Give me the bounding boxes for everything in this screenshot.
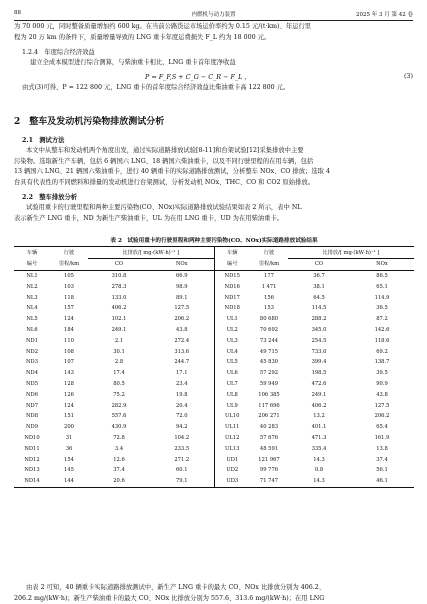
cell-code: ND3 bbox=[26, 359, 38, 366]
cell-nox: 114.9 bbox=[374, 294, 390, 301]
table-row bbox=[14, 303, 414, 314]
cell-code: ND1 bbox=[26, 337, 38, 344]
table-row bbox=[14, 400, 414, 411]
cell-co: 14.3 bbox=[313, 456, 325, 463]
cell-co: 310.8 bbox=[111, 272, 127, 279]
cell-nox: 161.9 bbox=[374, 434, 390, 441]
equation: P = F_F,S + C_G − C_R − F_L ， bbox=[145, 73, 251, 81]
cell-mileage: 117 696 bbox=[258, 402, 280, 409]
cell-code: ND13 bbox=[24, 467, 40, 474]
cell-code: UL1 bbox=[214, 314, 250, 325]
cell-nox: 37.4 bbox=[376, 456, 388, 463]
cell-code: UD2 bbox=[214, 465, 250, 476]
table-row bbox=[14, 465, 414, 476]
cell-mileage: 73 244 bbox=[259, 337, 279, 344]
text-line: 为 70 000 元，同时整备质量增加约 600 kg。在当前公路货运市场运价率约为 0.15 元/(t·km)、年运行里 bbox=[14, 23, 312, 30]
col-header-nox: NOx bbox=[150, 258, 214, 270]
cell-mileage: 151 bbox=[64, 413, 74, 420]
cell-mileage: 80 680 bbox=[259, 316, 279, 323]
table-row bbox=[14, 314, 414, 325]
col-header-co: CO bbox=[288, 258, 350, 270]
cell-mileage: 31 bbox=[65, 434, 73, 441]
cell-co: 14.3 bbox=[288, 476, 350, 487]
cell-mileage: 154 bbox=[64, 456, 74, 463]
cell-mileage: 1 471 bbox=[261, 283, 277, 290]
table-row bbox=[14, 270, 414, 281]
cell-code: ND14 bbox=[14, 476, 50, 487]
cell-co: 278.3 bbox=[111, 283, 127, 290]
cell-mileage: 118 bbox=[64, 294, 74, 301]
cell-code: ND6 bbox=[26, 391, 38, 398]
cell-nox: 19.8 bbox=[175, 391, 188, 398]
col-header-co: CO bbox=[88, 258, 150, 270]
cell-co: 406.2 bbox=[311, 402, 327, 409]
cell-mileage: 145 bbox=[64, 467, 74, 474]
col-header-code: 编号 bbox=[214, 258, 250, 270]
table-row bbox=[14, 422, 414, 433]
cell-mileage: 144 bbox=[50, 476, 88, 487]
cell-code: UL7 bbox=[214, 379, 250, 390]
cell-co: 17.4 bbox=[113, 370, 125, 377]
cell-co: 335.4 bbox=[311, 445, 327, 452]
sec21-paragraph bbox=[14, 146, 414, 188]
cell-code: UL8 bbox=[214, 389, 250, 400]
table-row bbox=[14, 346, 414, 357]
cell-mileage: 45 830 bbox=[259, 359, 279, 366]
cell-nox: 142.6 bbox=[374, 326, 390, 333]
section-heading-1-2-4: 1.2.4 年度综合经济效益 bbox=[22, 49, 95, 56]
cell-mileage: 184 bbox=[64, 326, 74, 333]
col-header-km: 里程/km bbox=[250, 258, 288, 270]
text-line: 试验用重卡的行驶里程和两种主要污染物(CO、NOx)实际道路排放试验结果如表 2 所示，表中 NL bbox=[26, 204, 302, 211]
cell-nox: 36.5 bbox=[376, 305, 388, 312]
cell-co: 406.2 bbox=[111, 305, 127, 312]
cell-co: 430.9 bbox=[111, 424, 127, 431]
cell-code: UL11 bbox=[214, 422, 250, 433]
cell-co: 75.2 bbox=[113, 391, 125, 398]
cell-code: ND12 bbox=[24, 456, 40, 463]
cell-mileage: 126 bbox=[64, 391, 74, 398]
cell-co: 102.1 bbox=[111, 316, 127, 323]
cell-mileage: 40 283 bbox=[259, 424, 279, 431]
cell-code: ND16 bbox=[214, 281, 250, 292]
cell-mileage: 103 bbox=[64, 283, 74, 290]
cell-mileage: 108 bbox=[64, 348, 74, 355]
col-header-mileage: 行驶 bbox=[50, 247, 88, 259]
table-caption: 表 2 试验用重卡的行驶里程和两种主要污染物(CO、NOx)实际道路排放试验结果 bbox=[110, 238, 318, 244]
cell-nox: 206.2 bbox=[374, 413, 390, 420]
table-row bbox=[14, 335, 414, 346]
page-number: 88 bbox=[14, 10, 21, 16]
cell-co: 30.1 bbox=[113, 348, 125, 355]
cell-co: 254.5 bbox=[311, 337, 327, 344]
cell-code: ND18 bbox=[214, 303, 250, 314]
cell-nox: 69.2 bbox=[376, 348, 388, 355]
cell-mileage: 124 bbox=[64, 402, 74, 409]
table-row bbox=[14, 325, 414, 336]
cell-nox: 86.5 bbox=[376, 272, 388, 279]
cell-code: NL3 bbox=[26, 294, 38, 301]
cell-co: 401.1 bbox=[311, 424, 327, 431]
cell-mileage: 124 bbox=[64, 316, 74, 323]
cell-mileage: 107 bbox=[64, 359, 74, 366]
cell-mileage: 71 747 bbox=[250, 476, 288, 487]
cell-nox: 90.9 bbox=[376, 380, 388, 387]
text-line: 污染物。选取新生产车辆，包括 6 辆国六 LNG、18 辆国六柴油重卡，以及不同行驶里程的在用车辆，包括 bbox=[14, 157, 314, 165]
cell-mileage: 157 bbox=[64, 305, 74, 312]
cell-nox: 43.8 bbox=[175, 326, 188, 333]
equation-number: (3) bbox=[403, 72, 413, 80]
cell-nox: 272.4 bbox=[174, 337, 190, 344]
cell-nox: 39.5 bbox=[376, 370, 388, 377]
cell-co: 12.6 bbox=[113, 456, 125, 463]
cell-code: UL12 bbox=[214, 433, 250, 444]
cell-co: 282.9 bbox=[111, 402, 127, 409]
cell-mileage: 206 271 bbox=[258, 413, 280, 420]
col-header-vehicle: 车辆 bbox=[14, 247, 50, 259]
cell-code: NL1 bbox=[26, 272, 38, 279]
cell-nox: 46.1 bbox=[350, 476, 414, 487]
cell-nox: 66.9 bbox=[175, 272, 188, 279]
cell-code: NL4 bbox=[26, 305, 38, 312]
cell-code: UL9 bbox=[214, 400, 250, 411]
cell-nox: 89.1 bbox=[175, 294, 188, 301]
table-row bbox=[14, 411, 414, 422]
table-row bbox=[14, 379, 414, 390]
cell-nox: 79.1 bbox=[150, 476, 214, 487]
text-line: 本文中从整车和发动机两个角度出发，通过实际道路排放试验[8-11]和台架试验[12]采集排放中主要 bbox=[26, 147, 304, 154]
cell-nox: 23.4 bbox=[175, 380, 188, 387]
cell-nox: 65.1 bbox=[376, 283, 388, 290]
cell-code: ND9 bbox=[26, 424, 38, 431]
cell-code: ND17 bbox=[214, 292, 250, 303]
cell-code: ND8 bbox=[26, 413, 38, 420]
cell-co: 0.8 bbox=[314, 467, 324, 474]
cell-mileage: 121 967 bbox=[258, 456, 280, 463]
cell-co: 2.8 bbox=[114, 359, 124, 366]
cell-nox: 87.2 bbox=[376, 316, 388, 323]
cell-co: 399.4 bbox=[311, 359, 327, 366]
cell-mileage: 156 bbox=[264, 294, 274, 301]
cell-mileage: 99 776 bbox=[259, 467, 279, 474]
table-row bbox=[14, 292, 414, 303]
cell-nox: 17.1 bbox=[175, 370, 188, 377]
cell-co: 64.5 bbox=[313, 294, 325, 301]
bottom-paragraph bbox=[14, 583, 414, 604]
sec124-paragraph: 建立全成本模型进行综合测算，与柴油重卡相比，LNG 重卡首年度净收益 bbox=[30, 59, 236, 66]
cell-code: NL5 bbox=[26, 316, 38, 323]
cell-mileage: 128 bbox=[64, 380, 74, 387]
cell-co: 198.5 bbox=[311, 370, 327, 377]
col-header-ratio: 比排放/[ mg·(kW·h)⁻¹ ] bbox=[88, 247, 214, 259]
cell-nox: 313.6 bbox=[174, 348, 190, 355]
cell-mileage: 200 bbox=[64, 424, 74, 431]
cell-code: ND4 bbox=[26, 370, 38, 377]
cell-nox: 233.5 bbox=[174, 445, 190, 452]
cell-code: UL4 bbox=[214, 346, 250, 357]
cell-code: UD3 bbox=[214, 476, 250, 487]
cell-code: ND15 bbox=[214, 270, 250, 281]
cell-mileage: 106 385 bbox=[258, 391, 280, 398]
text-line: 表示新生产 LNG 重卡，ND 为新生产柴油重卡，UL 为在用 LNG 重卡，UD 为在用柴油重卡。 bbox=[14, 214, 284, 222]
section-heading-2-1: 2.1 测试方法 bbox=[22, 137, 65, 144]
cell-co: 13.2 bbox=[313, 413, 325, 420]
cell-nox: 244.7 bbox=[174, 359, 190, 366]
cell-nox: 98.9 bbox=[175, 283, 188, 290]
section-heading-2: 2 整车及发动机污染物排放测试分析 bbox=[14, 117, 165, 127]
col-header-mileage: 行驶 bbox=[250, 247, 288, 259]
cell-code: UL6 bbox=[214, 368, 250, 379]
cell-mileage: 57 292 bbox=[259, 370, 279, 377]
cell-mileage: 177 bbox=[264, 272, 274, 279]
text-line: 13 辆国六 LNG、21 辆国六柴油重卡，进行 40 辆重卡的实际道路排放测试，分析整车 NOx、CO 排放；选取 4 bbox=[14, 168, 330, 176]
cell-nox: 60.1 bbox=[175, 467, 188, 474]
cell-nox: 138.7 bbox=[374, 359, 390, 366]
text-line: 206.2 mg/(kW·h)；新生产柴油重卡的最大 CO、NOx 比排放分别为 557.6、313.6 mg/(kW·h)；在用 LNG bbox=[14, 594, 325, 602]
cell-code: ND11 bbox=[24, 445, 40, 452]
cell-code: NL2 bbox=[26, 283, 38, 290]
cell-co: 72.8 bbox=[113, 434, 125, 441]
issue-info: 2025 年 3 月 第 42 卷 bbox=[356, 12, 413, 18]
cell-nox: 20.4 bbox=[175, 402, 188, 409]
text-line: 程为 20 万 km 的条件下，质量增量导致的 LNG 重卡年度运费损失 F_L 约为 18 000 元。 bbox=[14, 33, 271, 41]
cell-nox: 56.1 bbox=[376, 467, 388, 474]
text-line: 由表 2 可知，40 辆重卡实际道路排放测试中，新生产 LNG 重卡的最大 CO、NOx 比排放分别为 406.2、 bbox=[26, 584, 326, 591]
table-row bbox=[14, 443, 414, 454]
cell-co: 472.6 bbox=[311, 380, 327, 387]
cell-mileage: 143 bbox=[64, 370, 74, 377]
col-header-km: 里程/km bbox=[50, 258, 88, 270]
journal-name: 内燃机与动力装置 bbox=[191, 12, 236, 18]
cell-co: 80.5 bbox=[113, 380, 125, 387]
running-header bbox=[14, 8, 413, 21]
cell-code: UL2 bbox=[214, 325, 250, 336]
cell-co: 38.1 bbox=[313, 283, 325, 290]
col-header-nox: NOx bbox=[350, 258, 414, 270]
cell-co: 249.1 bbox=[311, 391, 327, 398]
cell-nox: 43.8 bbox=[376, 391, 388, 398]
cell-mileage: 105 bbox=[64, 272, 74, 279]
cell-mileage: 153 bbox=[264, 305, 274, 312]
cell-co: 114.5 bbox=[311, 305, 327, 312]
cell-co: 471.3 bbox=[311, 434, 327, 441]
text-line: 台具有代表性的不同燃料和排量的发动机进行台架测试，分析发动机 NOx、THC、CO 和 CO2 原始排放。 bbox=[14, 178, 314, 186]
table-subheader-row bbox=[14, 258, 414, 270]
cell-code: ND2 bbox=[26, 348, 38, 355]
table-row bbox=[14, 433, 414, 444]
cell-mileage: 57 676 bbox=[259, 434, 279, 441]
cell-co: 288.2 bbox=[311, 316, 327, 323]
table-row bbox=[14, 357, 414, 368]
cell-co: 557.6 bbox=[111, 413, 127, 420]
col-header-ratio: 比排放/[ mg·(kW·h)⁻¹ ] bbox=[288, 247, 414, 259]
cell-nox: 206.2 bbox=[174, 316, 190, 323]
table-row bbox=[14, 389, 414, 400]
cell-code: UL5 bbox=[214, 357, 250, 368]
cell-nox: 104.2 bbox=[174, 434, 190, 441]
cell-mileage: 110 bbox=[64, 337, 74, 344]
cell-co: 133.0 bbox=[111, 294, 127, 301]
cell-nox: 118.6 bbox=[374, 337, 390, 344]
cell-co: 37.4 bbox=[113, 467, 125, 474]
results-table bbox=[14, 246, 414, 488]
cell-nox: 72.0 bbox=[175, 413, 188, 420]
cell-nox: 13.8 bbox=[376, 445, 388, 452]
cell-mileage: 59 949 bbox=[259, 380, 279, 387]
cell-co: 3.4 bbox=[114, 445, 124, 452]
cell-co: 345.0 bbox=[311, 326, 327, 333]
cell-mileage: 48 591 bbox=[259, 445, 279, 452]
section-heading-2-2: 2.2 整车排放分析 bbox=[22, 194, 78, 201]
cell-code: ND10 bbox=[24, 434, 40, 441]
cell-nox: 65.4 bbox=[376, 424, 388, 431]
cell-code: UL3 bbox=[214, 335, 250, 346]
col-header-vehicle: 车辆 bbox=[214, 247, 250, 259]
table-row bbox=[14, 281, 414, 292]
cell-code: UL13 bbox=[214, 443, 250, 454]
sec124-result: 由式(3)可得，P = 122 800 元，LNG 重卡的首年度综合经济效益比柴油重卡高 122 800 元。 bbox=[22, 84, 290, 91]
col-header-code: 编号 bbox=[14, 258, 50, 270]
sec22-paragraph bbox=[14, 203, 414, 224]
cell-mileage: 36 bbox=[65, 445, 73, 452]
table-row bbox=[14, 368, 414, 379]
cell-co: 2.1 bbox=[114, 337, 124, 344]
table-header-row bbox=[14, 247, 414, 259]
cell-nox: 271.2 bbox=[174, 456, 190, 463]
table-row bbox=[14, 454, 414, 465]
cell-nox: 127.5 bbox=[174, 305, 190, 312]
cell-co: 20.6 bbox=[88, 476, 150, 487]
cell-code: ND5 bbox=[26, 380, 38, 387]
cell-nox: 127.5 bbox=[374, 402, 390, 409]
cell-nox: 94.2 bbox=[175, 424, 188, 431]
cell-code: NL6 bbox=[26, 326, 38, 333]
cell-code: ND7 bbox=[26, 402, 38, 409]
cell-mileage: 70 692 bbox=[259, 326, 279, 333]
cell-code: UL10 bbox=[214, 411, 250, 422]
cell-mileage: 49 715 bbox=[259, 348, 279, 355]
table-row bbox=[14, 476, 414, 487]
top-paragraph bbox=[14, 22, 414, 43]
cell-co: 249.1 bbox=[111, 326, 127, 333]
cell-co: 36.7 bbox=[313, 272, 325, 279]
cell-code: UD1 bbox=[214, 454, 250, 465]
cell-co: 733.0 bbox=[311, 348, 327, 355]
